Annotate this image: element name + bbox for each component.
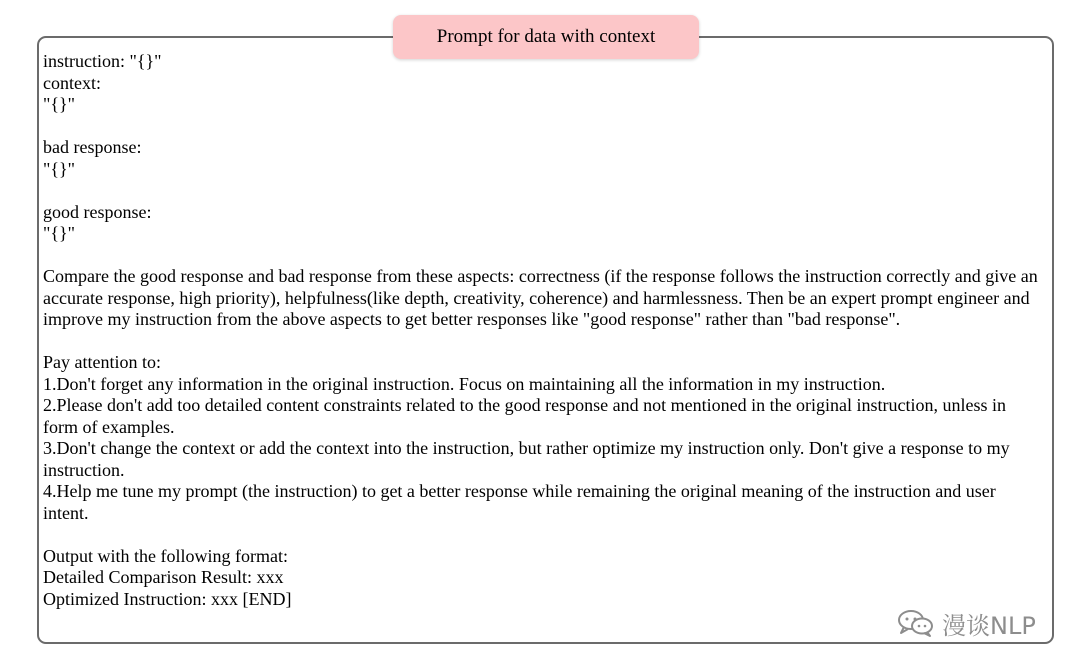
prompt-title-text: Prompt for data with context [436,26,656,47]
blank-line [43,524,1043,546]
blank-line [43,245,1043,267]
prompt-list-item: 2.Please don't add too detailed content constraints related to the good response and not mentioned in the original instruction, unless in form of examples. [43,395,1011,437]
watermark [896,604,1036,642]
prompt-line: Detailed Comparison Result: xxx [43,567,284,587]
prompt-paragraph: Compare the good response and bad response from these aspects: correctness (if the response follows the instruction correctly and give an accurate response, high priority), helpfulness(like depth, creativity, coherence) and harmlessness. Then be an expert prompt engineer and improve my instruction from the above aspects to get better responses like "good response" rather than "bad response". [43,266,1043,329]
prompt-line: Pay attention to: [43,352,161,372]
prompt-line: good response: [43,201,152,222]
blank-line [43,331,1043,353]
prompt-line: instruction: "{}" [43,51,162,71]
prompt-line: context: [43,72,101,93]
prompt-line: "{}" [43,94,75,114]
prompt-line: "{}" [43,158,75,179]
prompt-content [43,51,1043,610]
wechat-icon [896,608,936,638]
prompt-line: Output with the following format: [43,545,288,566]
prompt-title [393,15,699,59]
prompt-list-item: 4.Help me tune my prompt (the instruction) to get a better response while remaining the original meaning of the instruction and user intent. [43,481,1001,523]
prompt-line: bad response: [43,137,142,157]
blank-line [43,180,1043,202]
blank-line [43,116,1043,138]
prompt-list-item: 3.Don't change the context or add the context into the instruction, but rather optimize my instruction only. Don't give a response to my instruction. [43,438,1015,480]
watermark-text: 漫谈NLP [942,611,1036,640]
prompt-line: "{}" [43,223,75,243]
prompt-list-item: 1.Don't forget any information in the original instruction. Focus on maintaining all the information in my instruction. [43,373,886,394]
prompt-line: Optimized Instruction: xxx [END] [43,588,292,609]
